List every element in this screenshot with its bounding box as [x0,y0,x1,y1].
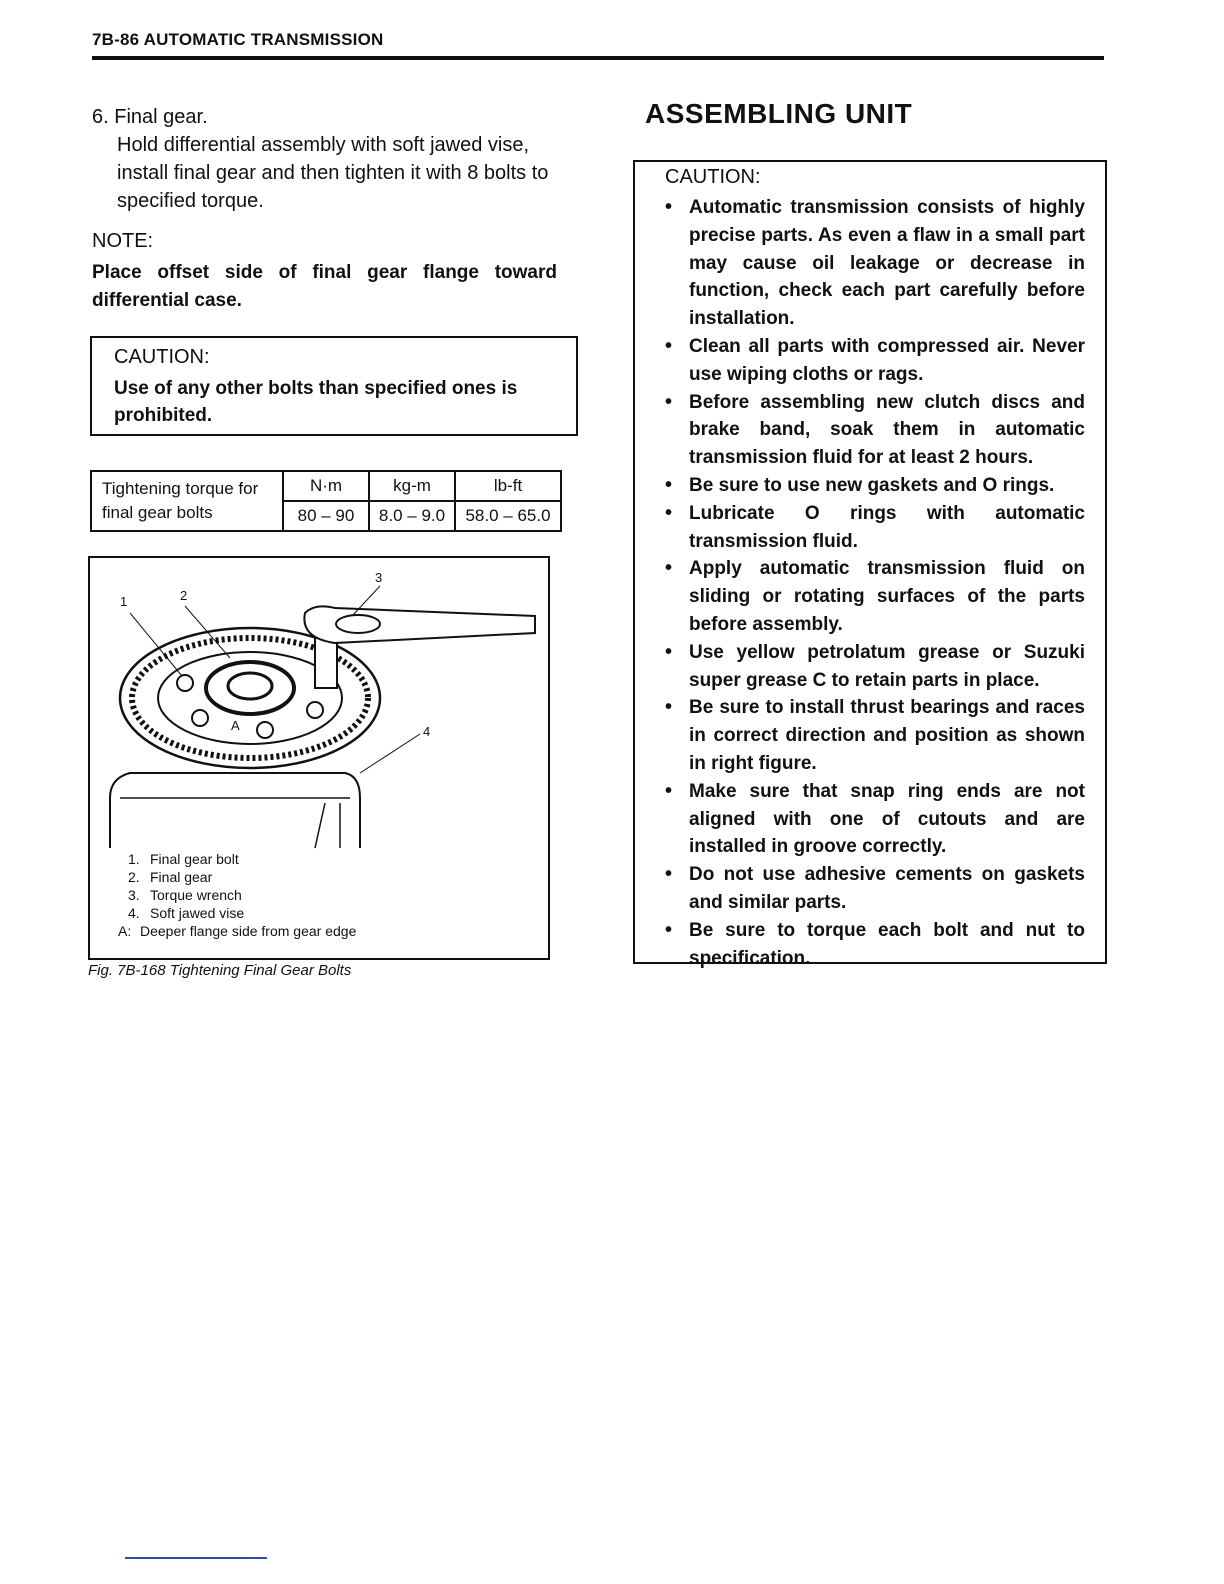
value-kgm: 8.0 – 9.0 [369,501,455,531]
caution-label: CAUTION: [114,346,210,368]
footer-rule [125,1557,267,1559]
bolt [307,702,323,718]
caution-text: Use of any other bolts than specified ones is prohibited. [114,378,518,426]
caution-list [665,194,1085,972]
caution-item: • Be sure to use new gaskets and O rings. [665,472,1085,500]
header-rule [92,56,1104,60]
caution-item: • Do not use adhesive cements on gaskets and similar parts. [665,861,1085,917]
vise-body [110,773,360,848]
torque-spec-table [90,470,562,532]
step-body: Hold differential assembly with soft jawed vise, install final gear and then tighten it with 8 bolts to specified torque. [117,134,549,212]
wrench-socket [315,638,337,688]
caution-item: • Clean all parts with compressed air. Never use wiping cloths or rags. [665,333,1085,389]
caution-item: • Before assembling new clutch discs and brake band, soak them in automatic transmission fluid for at least 2 hours. [665,389,1085,472]
caution-item: • Use yellow petrolatum grease or Suzuki super grease C to retain parts in place. [665,639,1085,695]
unit-nm: N·m [283,471,369,501]
callout-1: 1 [120,594,128,609]
section-title: ASSEMBLING UNIT [645,98,913,129]
caution-label: CAUTION: [665,166,761,188]
unit-lbft: lb-ft [455,471,561,501]
step-title: 6. Final gear. [92,106,208,128]
note-label: NOTE: [92,230,154,252]
legend-item: 4. Soft jawed vise [128,905,245,921]
bolt [257,722,273,738]
gear-bore [228,673,272,699]
callout-3: 3 [375,570,383,585]
callout-a: A [231,718,240,733]
page-header-title: 7B-86 AUTOMATIC TRANSMISSION [92,30,384,49]
caution-item: • Apply automatic transmission fluid on sliding or rotating surfaces of the parts before assembly. [665,555,1085,638]
caution-box-bolts [90,336,578,436]
figure-caption: Fig. 7B-168 Tightening Final Gear Bolts [88,962,352,979]
callout-4: 4 [423,724,431,739]
figure-legend [118,850,357,940]
legend-item: 1. Final gear bolt [128,851,239,867]
caution-item: • Automatic transmission consists of highly precise parts. As even a flaw in a small part may cause oil leakage or decrease in function, check each part carefully before installation. [665,194,1085,333]
caution-item: • Be sure to torque each bolt and nut to specification. [665,917,1085,973]
wrench-handle [304,606,535,643]
legend-item: 3. Torque wrench [128,887,242,903]
bolt [177,675,193,691]
caution-item: • Be sure to install thrust bearings and races in correct direction and position as shown in right figure. [665,694,1085,777]
caution-item: • Lubricate O rings with automatic transmission fluid. [665,500,1085,556]
legend-item: A: Deeper flange side from gear edge [118,923,357,939]
caution-box-assembling [633,160,1107,969]
value-nm: 80 – 90 [283,501,369,531]
figure-final-gear [88,556,550,960]
torque-label: Tightening torque for final gear bolts [91,471,283,531]
caution-item: • Make sure that snap ring ends are not aligned with one of cutouts and are installed in groove correctly. [665,778,1085,861]
note-text: Place offset side of final gear flange toward differential case. [92,262,557,311]
step-final-gear [92,103,562,215]
legend-item: 2. Final gear [128,869,213,885]
bolt [192,710,208,726]
callout-2: 2 [180,588,188,603]
unit-kgm: kg-m [369,471,455,501]
value-lbft: 58.0 – 65.0 [455,501,561,531]
vise-side [315,803,340,848]
leader-4 [360,734,420,773]
